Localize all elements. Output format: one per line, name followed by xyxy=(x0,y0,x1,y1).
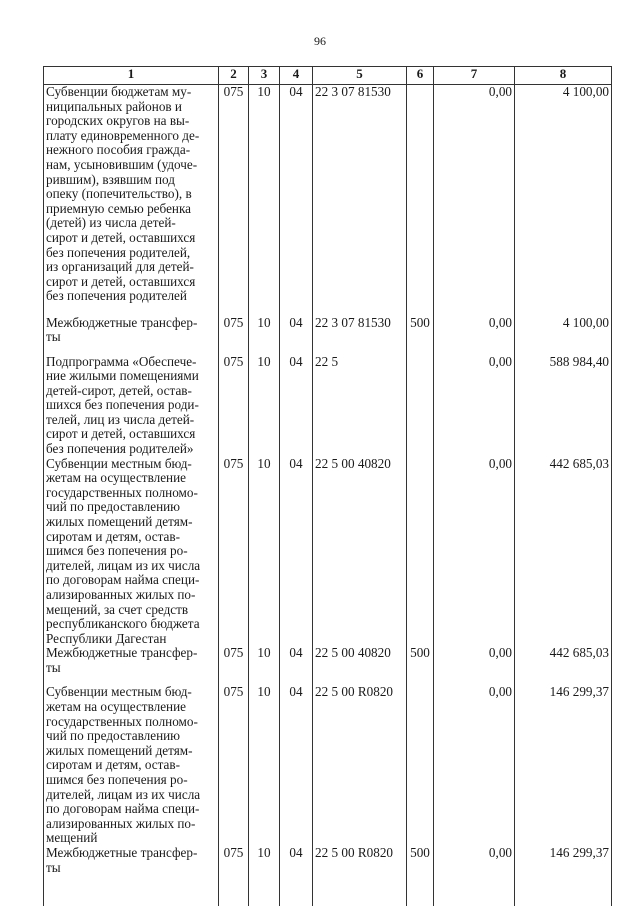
row-amount-2: 588 984,40 xyxy=(515,355,612,457)
row-amount-2: 4 100,00 xyxy=(515,316,612,355)
row-amount-2: 146 299,37 xyxy=(515,685,612,846)
row-description: Субвенции местным бюд- жетам на осуществление государственных полномо- чий по предоставлению жилых помещений детям- сиротам и детям, остав- шимся без попечения ро- дителей, лицам из их числа по договорам найма специ- ализированных жилых по- мещений, за счет средств республиканского бюджета Республики Дагестан xyxy=(44,457,219,647)
row-subsection: 04 xyxy=(280,646,313,685)
column-header: 1 xyxy=(44,67,219,85)
column-header: 5 xyxy=(313,67,407,85)
row-target-article: 22 5 00 R0820 xyxy=(313,685,407,846)
row-subsection: 04 xyxy=(280,355,313,457)
table-header-row xyxy=(44,67,612,85)
row-description: Межбюджетные трансфер- ты xyxy=(44,846,219,906)
row-section: 10 xyxy=(249,457,280,647)
row-description: Субвенции бюджетам му- ниципальных районов и городских округов на вы- плату единовременного де- нежного пособия гражда- нам, усыновившим (удоче- рившим), взявшим под опеку (попечительство), в приемную семью ребенка (детей) из числа детей- сирот и детей, оставшихся без попечения родителей, из организаций для детей- сирот и детей, оставшихся без попечения родителей xyxy=(44,85,219,316)
page-number: 96 xyxy=(314,34,326,48)
row-section: 10 xyxy=(249,316,280,355)
row-expense-type xyxy=(407,685,434,846)
row-subsection: 04 xyxy=(280,316,313,355)
row-amount-2: 4 100,00 xyxy=(515,85,612,316)
row-amount-1: 0,00 xyxy=(434,85,515,316)
row-subsection: 04 xyxy=(280,85,313,316)
row-amount-1: 0,00 xyxy=(434,316,515,355)
row-section: 10 xyxy=(249,355,280,457)
row-expense-type xyxy=(407,85,434,316)
row-admin-code: 075 xyxy=(219,355,249,457)
row-target-article: 22 3 07 81530 xyxy=(313,316,407,355)
row-target-article: 22 5 00 40820 xyxy=(313,646,407,685)
row-target-article: 22 5 00 R0820 xyxy=(313,846,407,906)
row-description: Подпрограмма «Обеспече- ние жилыми помещениями детей-сирот, детей, остав- шихся без попечения роди- телей, лиц из числа детей- сирот и детей, оставшихся без попечения родителей» xyxy=(44,355,219,457)
table-row xyxy=(44,457,612,647)
table-row xyxy=(44,685,612,846)
table-row xyxy=(44,846,612,906)
row-subsection: 04 xyxy=(280,846,313,906)
row-amount-1: 0,00 xyxy=(434,846,515,906)
row-target-article: 22 5 00 40820 xyxy=(313,457,407,647)
budget-table xyxy=(43,66,612,906)
row-section: 10 xyxy=(249,646,280,685)
row-description: Межбюджетные трансфер- ты xyxy=(44,316,219,355)
column-header: 2 xyxy=(219,67,249,85)
row-expense-type: 500 xyxy=(407,646,434,685)
column-header: 3 xyxy=(249,67,280,85)
row-section: 10 xyxy=(249,685,280,846)
row-section: 10 xyxy=(249,85,280,316)
row-target-article: 22 5 xyxy=(313,355,407,457)
row-amount-1: 0,00 xyxy=(434,355,515,457)
row-expense-type xyxy=(407,457,434,647)
row-amount-1: 0,00 xyxy=(434,685,515,846)
row-target-article: 22 3 07 81530 xyxy=(313,85,407,316)
row-admin-code: 075 xyxy=(219,85,249,316)
table-row xyxy=(44,316,612,355)
column-header: 8 xyxy=(515,67,612,85)
row-admin-code: 075 xyxy=(219,685,249,846)
row-amount-1: 0,00 xyxy=(434,457,515,647)
row-amount-1: 0,00 xyxy=(434,646,515,685)
row-expense-type: 500 xyxy=(407,846,434,906)
row-admin-code: 075 xyxy=(219,646,249,685)
row-amount-2: 146 299,37 xyxy=(515,846,612,906)
row-admin-code: 075 xyxy=(219,846,249,906)
column-header: 4 xyxy=(280,67,313,85)
row-subsection: 04 xyxy=(280,685,313,846)
row-admin-code: 075 xyxy=(219,457,249,647)
column-header: 7 xyxy=(434,67,515,85)
row-amount-2: 442 685,03 xyxy=(515,457,612,647)
row-description: Межбюджетные трансфер- ты xyxy=(44,646,219,685)
table-row xyxy=(44,646,612,685)
row-expense-type xyxy=(407,355,434,457)
table-row xyxy=(44,355,612,457)
column-header: 6 xyxy=(407,67,434,85)
row-description: Субвенции местным бюд- жетам на осуществление государственных полномо- чий по предоставлению жилых помещений детям- сиротам и детям, остав- шимся без попечения ро- дителей, лицам из их числа по договорам найма специ- ализированных жилых по- мещений xyxy=(44,685,219,846)
table-row xyxy=(44,85,612,316)
row-amount-2: 442 685,03 xyxy=(515,646,612,685)
row-expense-type: 500 xyxy=(407,316,434,355)
row-section: 10 xyxy=(249,846,280,906)
row-subsection: 04 xyxy=(280,457,313,647)
row-admin-code: 075 xyxy=(219,316,249,355)
